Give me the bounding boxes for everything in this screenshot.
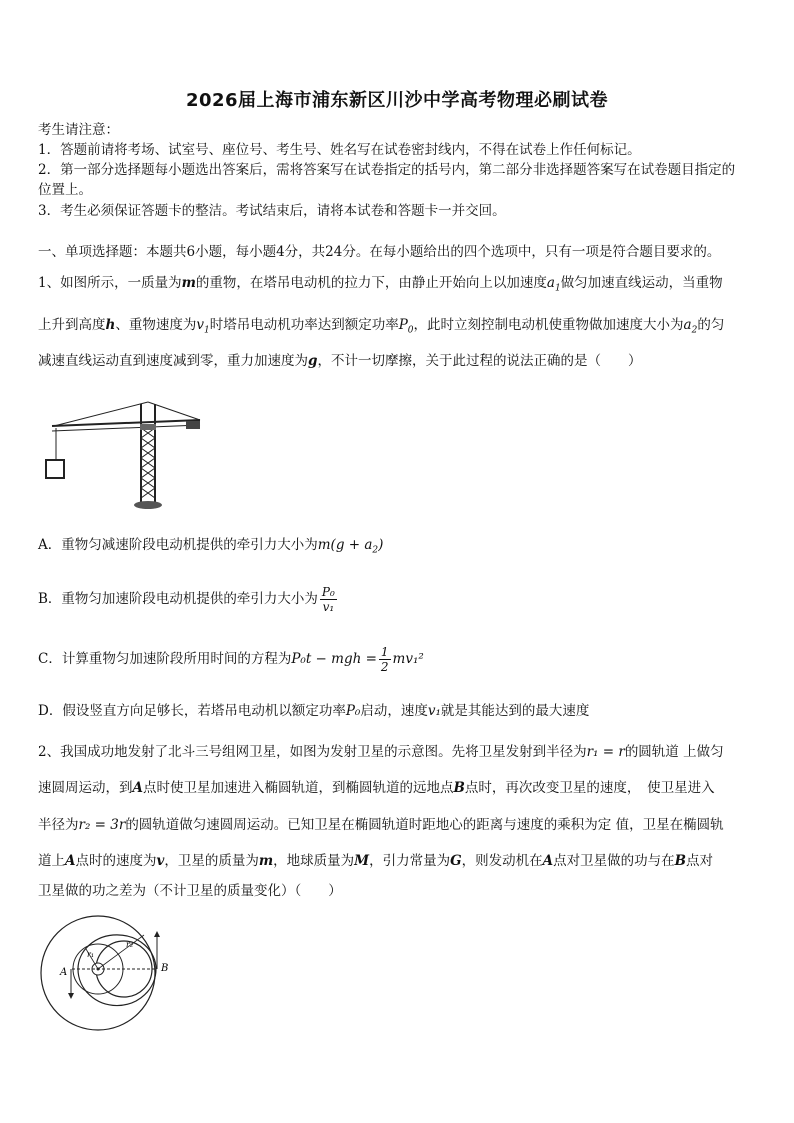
tower-crane-figure [40, 398, 210, 513]
q1-option-B[interactable] [38, 585, 758, 614]
q1-text: 减速直线运动直到速度减到零，重力加速度为 [38, 353, 308, 369]
notice-item-2: 2．第一部分选择题每小题选出答案后，需将答案写在试卷指定的括号内，第二部分非选择题答案写在试卷题目指定的 [38, 162, 736, 178]
page-title: 2026届上海市浦东新区川沙中学高考物理必刷试卷 [185, 90, 609, 111]
q1-text: 1、如图所示，一质量为 [38, 275, 182, 291]
q2-r1-eq: r₁ = r [586, 744, 625, 760]
section-heading: 一、单项选择题：本题共6小题，每小题4分，共24分。在每小题给出的四个选项中，只有一项是符合题目要求的。 [38, 244, 721, 260]
option-B-fraction: $\frac{\text{P₀}}{\text{v₁}}$ [321, 585, 335, 614]
q2-line-4: 道上A点时的速度为v，卫星的质量为m，地球质量为M，引力常量为G，则发动机在A点对卫星做的功与在B点对 [38, 853, 714, 869]
q2-line-3 [38, 815, 758, 835]
q2-line-1 [38, 742, 758, 762]
q1-line-3 [38, 351, 758, 371]
option-A-text: A．重物匀减速阶段电动机提供的牵引力大小为 [38, 537, 318, 553]
option-B-text: B．重物匀加速阶段电动机提供的牵引力大小为 [38, 591, 318, 607]
q2-text: 的圆轨道做匀速圆周运动。已知卫星在椭圆轨道时距地心的距离与速度的乘积为定 值，卫星在椭圆轨 [125, 817, 724, 833]
q1-text: 做匀加速直线运动，当重物 [560, 275, 723, 291]
q1-var-g: g [308, 353, 318, 369]
q1-var-P0: $P_0$ [398, 317, 414, 336]
q1-text: 的重物，在塔吊电动机的拉力下，由静止开始向上以加速度 [195, 275, 547, 291]
q2-text: 点时使卫星加速进入椭圆轨道，到椭圆轨道的远地点 [142, 780, 454, 796]
q1-line-1 [38, 273, 758, 299]
r1-label: r₁ [87, 950, 95, 959]
q1-text: 上升到高度 [38, 317, 106, 333]
q1-var-m: m [181, 275, 196, 291]
option-C-formula: P₀t − mgh = [291, 651, 377, 667]
q1-var-a2: $a_2$ [683, 317, 698, 336]
option-C-fraction: $\frac{1}{2}$ [380, 645, 389, 674]
q2-text: 2、我国成功地发射了北斗三号组网卫星，如图为发射卫星的示意图。先将卫星发射到半径为 [38, 744, 587, 760]
r2-label: r₂ [126, 940, 134, 949]
q2-text: 速圆周运动，到 [38, 780, 133, 796]
option-D-v1: v₁ [427, 703, 441, 719]
option-D-text: 就是其能达到的最大速度 [440, 703, 590, 719]
q2-text: 的圆轨道 上做匀 [624, 744, 724, 760]
option-D-text: D．假设竖直方向足够长，若塔吊电动机以额定功率 [38, 703, 346, 719]
point-B-label: B [161, 963, 169, 974]
q1-line-2 [38, 315, 758, 341]
option-A-formula: $m(g + a_2)$ [317, 537, 384, 556]
q2-text: 点时，再次改变卫星的速度， 使卫星进入 [464, 780, 715, 796]
q1-text: 的匀 [697, 317, 725, 333]
point-A-label: A [60, 967, 68, 978]
q2-point-B: B [453, 780, 465, 796]
q1-option-A[interactable] [38, 535, 758, 561]
q2-line-5: 卫星做的功之差为（不计卫星的质量变化）（ ） [38, 883, 342, 899]
q2-line-2 [38, 778, 758, 798]
q2-text: 半径为 [38, 817, 79, 833]
q1-option-D[interactable] [38, 701, 758, 721]
notice-heading: 考生请注意： [38, 122, 119, 138]
notice-item-2-cont: 位置上。 [38, 182, 92, 198]
q2-point-A: A [132, 780, 143, 796]
q2-r2-eq: r₂ = 3r [78, 817, 126, 833]
q1-text: 时塔吊电动机功率达到额定功率 [209, 317, 399, 333]
q1-text: 、重物速度为 [115, 317, 197, 333]
notice-item-1: 1．答题前请将考场、试室号、座位号、考生号、姓名写在试卷密封线内，不得在试卷上作任何标记。 [38, 142, 641, 158]
option-D-text: 启动，速度 [360, 703, 428, 719]
q1-text: ，不计一切摩擦，关于此过程的说法正确的是（ ） [317, 353, 642, 369]
q1-var-a1: $a_1$ [546, 275, 561, 294]
option-C-text: C．计算重物匀加速阶段所用时间的方程为 [38, 651, 292, 667]
q1-var-h: h [105, 317, 116, 333]
q1-var-v1: $v_1$ [196, 317, 210, 336]
q1-text: ，此时立刻控制电动机使重物做加速度大小为 [413, 317, 684, 333]
orbit-figure [38, 913, 188, 1043]
notice-item-3: 3．考生必须保证答题卡的整洁。考试结束后，请将本试卷和答题卡一并交回。 [38, 203, 506, 219]
option-D-P0: P₀ [345, 703, 361, 719]
q1-option-C[interactable] [38, 645, 758, 674]
option-C-formula-end: mv₁² [392, 651, 424, 667]
